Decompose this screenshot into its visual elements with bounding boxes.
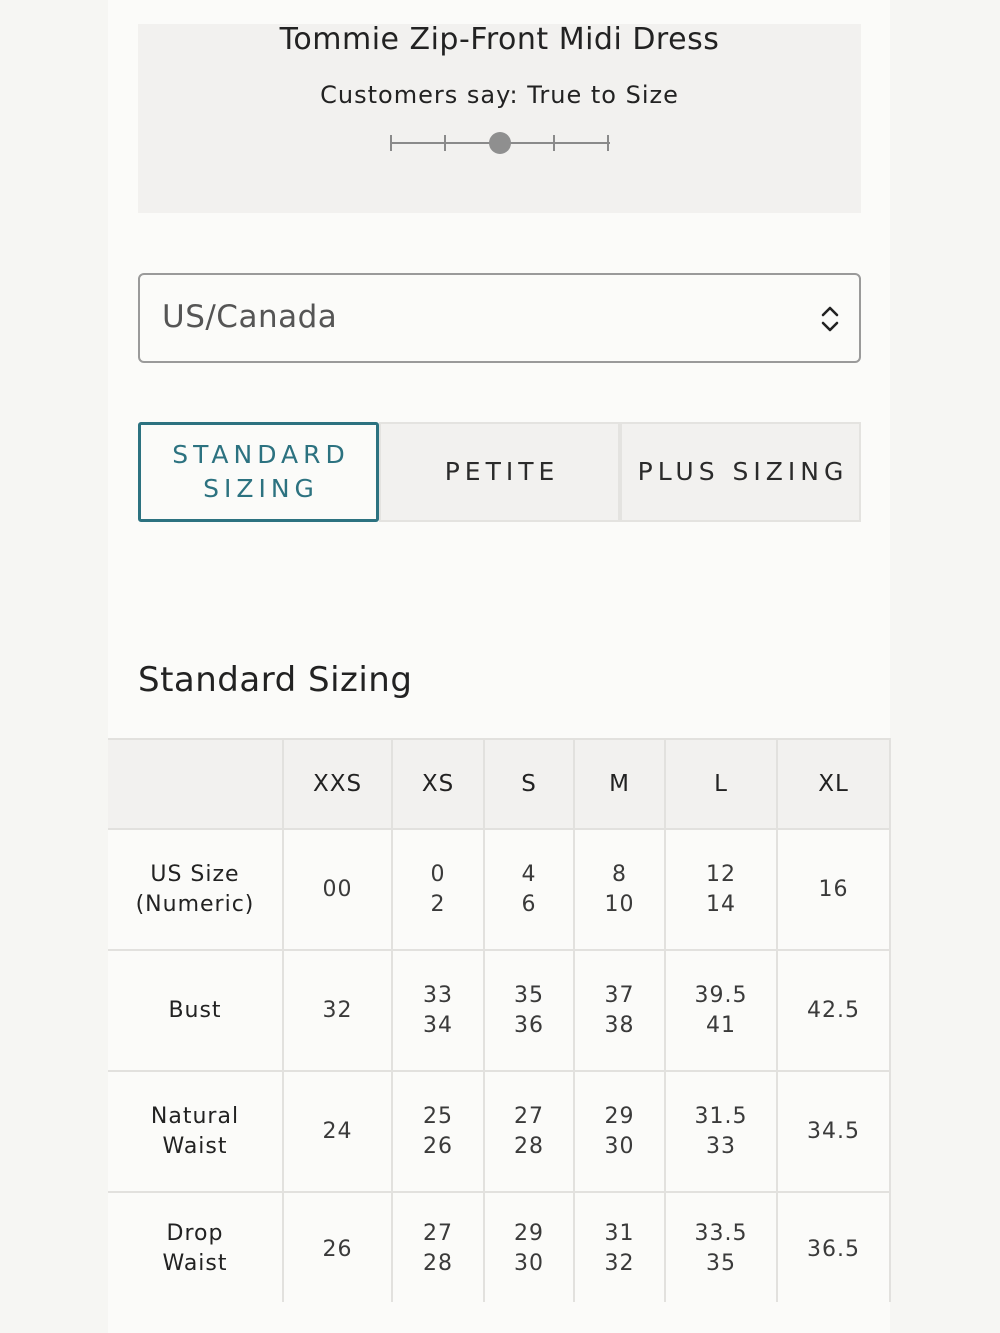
cell-value: 14 [706,891,736,917]
table-cell [665,950,777,1071]
cell-value: 38 [604,1012,635,1038]
row-label: Bust [108,950,283,1071]
table-header-cell: XS [392,739,484,829]
cell-value: 28 [423,1251,453,1276]
cell-value: 26 [423,1133,453,1159]
fit-scale-tick [553,135,555,151]
table-cell [777,829,890,950]
row-label: US Size (Numeric) [108,829,283,950]
table-row [108,1071,890,1192]
cell-value: 31 [604,1221,635,1246]
table-row [108,950,890,1071]
table-cell [392,829,484,950]
table-cell [392,1192,484,1302]
cell-value: 37 [604,982,635,1008]
region-select-value: US/Canada [162,299,338,335]
cell-value: 41 [706,1012,736,1038]
fit-scale-tick [390,135,392,151]
table-cell [574,1192,665,1302]
table-header-cell: XL [777,739,890,829]
table-row [108,829,890,950]
cell-value: 29 [604,1103,635,1129]
region-select[interactable] [138,273,861,363]
fit-summary-card [138,24,861,213]
size-guide-page [108,0,890,1333]
table-header-cell: XXS [283,739,392,829]
table-cell [665,1071,777,1192]
cell-value: 42.5 [807,997,860,1023]
table-cell [484,1071,574,1192]
cell-value: 32 [604,1251,635,1276]
fit-scale [390,131,610,155]
tab-petite[interactable] [379,422,620,522]
sizing-tabs [138,422,861,522]
tab-label: PETITE [444,457,560,486]
cell-value: 10 [604,891,635,917]
cell-value: 30 [604,1133,635,1159]
cell-value: 39.5 [694,982,748,1008]
tab-standard-sizing[interactable] [138,422,379,522]
fit-scale-tick [607,135,609,151]
table-header-row [108,739,890,829]
cell-value: 27 [423,1221,453,1246]
table-cell [484,1192,574,1302]
tab-plus-sizing[interactable] [620,422,861,522]
cell-value: 26 [322,1237,353,1262]
cell-value: 0 [430,861,446,887]
table-cell [665,829,777,950]
cell-value: 32 [322,997,353,1023]
row-label: Natural Waist [108,1071,283,1192]
product-title: Tommie Zip-Front Midi Dress [279,22,720,57]
table-cell [283,950,392,1071]
cell-value: 12 [706,861,736,887]
cell-value: 34 [423,1012,453,1038]
table-cell [283,1192,392,1302]
table-cell [777,1071,890,1192]
cell-value: 35 [706,1251,736,1276]
cell-value: 29 [514,1221,544,1246]
table-cell [392,1071,484,1192]
cell-value: 6 [521,891,537,917]
table-cell [484,950,574,1071]
cell-value: 31.5 [694,1103,748,1129]
chevron-updown-icon [819,304,841,334]
table-cell [777,950,890,1071]
table-header-cell: L [665,739,777,829]
table-cell [392,950,484,1071]
cell-value: 2 [430,891,446,917]
cell-value: 8 [612,861,627,887]
cell-value: 25 [423,1103,453,1129]
row-label: Drop Waist [108,1192,283,1302]
cell-value: 33 [706,1133,736,1159]
tab-label: SIZING [203,474,319,503]
cell-value: 36.5 [807,1237,860,1262]
table-cell [283,1071,392,1192]
table-cell [777,1192,890,1302]
cell-value: 36 [514,1012,544,1038]
cell-value: 35 [514,982,544,1008]
size-chart-table [108,738,891,1302]
table-header-cell [108,739,283,829]
table-row [108,1192,890,1302]
table-header-cell: S [484,739,574,829]
table-header-cell: M [574,739,665,829]
fit-scale-marker [489,132,511,154]
cell-value: 27 [514,1103,544,1129]
table-cell [665,1192,777,1302]
table-cell [574,950,665,1071]
cell-value: 24 [322,1118,353,1144]
table-cell [574,829,665,950]
cell-value: 00 [322,876,353,902]
cell-value: 28 [514,1133,544,1159]
table-cell [574,1071,665,1192]
cell-value: 33.5 [694,1221,748,1246]
table-cell [484,829,574,950]
cell-value: 16 [818,876,849,902]
cell-value: 33 [423,982,453,1008]
section-title: Standard Sizing [138,660,413,700]
fit-label: Customers say: True to Size [320,81,679,109]
cell-value: 4 [521,861,537,887]
fit-scale-tick [444,135,446,151]
tab-label: PLUS SIZING [637,457,849,486]
cell-value: 34.5 [807,1118,860,1144]
cell-value: 30 [514,1251,544,1276]
tab-label: STANDARD [172,440,350,469]
table-cell [283,829,392,950]
